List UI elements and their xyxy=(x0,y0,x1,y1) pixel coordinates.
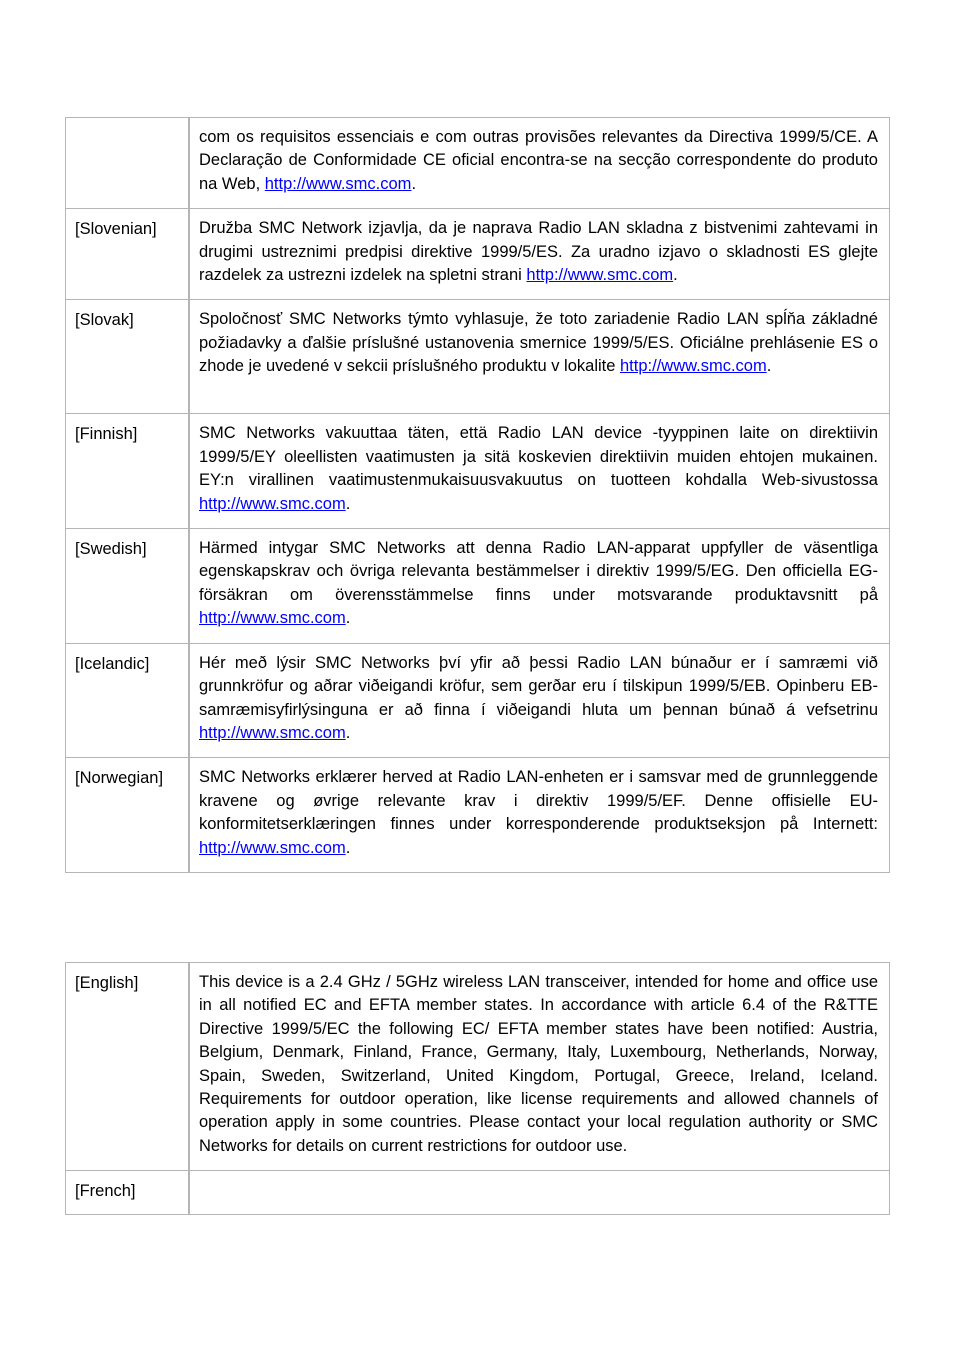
declaration-suffix: . xyxy=(345,609,351,628)
smc-website-link[interactable]: http://www.smc.com xyxy=(199,723,346,742)
language-cell: [Norwegian] xyxy=(66,758,190,872)
smc-website-link[interactable]: http://www.smc.com xyxy=(620,357,767,376)
declaration-cell xyxy=(190,644,889,759)
table-row xyxy=(66,529,889,644)
smc-website-link[interactable]: http://www.smc.com xyxy=(264,174,412,193)
declaration-text: com os requisitos essenciais e com outras provisões relevantes da Directiva 1999/5/CE. A Declaração de Conformidade CE oficial encontra-se na secção correspondente do produto na Web, xyxy=(199,128,878,193)
declaration-text: SMC Networks erklærer herved at Radio LAN-enheten er i samsvar med de grunnleggende kravene og øvrige relevante krav i direktiv 1999/5/EF. Denne offisielle EU-konformitetserklæringen finnes under korresponderende produktseksjon på Internett: xyxy=(199,768,878,834)
declaration-suffix: . xyxy=(345,838,351,857)
smc-website-link[interactable]: http://www.smc.com xyxy=(199,494,346,513)
declaration-text: Härmed intygar SMC Networks att denna Radio LAN-apparat uppfyller de väsentliga egenskapskrav och övriga relevanta bestämmelser i direktiv 1999/5/EG. Den officiella EG-försäkran om överensstämmelse finns under motsvarande produktavsnitt på xyxy=(199,539,878,604)
table-row xyxy=(66,209,889,300)
language-cell: [English] xyxy=(66,963,190,1171)
declaration-text: SMC Networks vakuuttaa täten, että Radio LAN device -tyyppinen laite on direktiivin 1999/5/EY oleellisten vaatimusten ja sitä koskevien direktiivin muiden ehtojen mukainen. EY:n virallinen vaatimustenmukaisuusvakuutus on tuotteen kohdalla Web-sivustossa xyxy=(199,424,878,490)
declaration-suffix: . xyxy=(345,723,351,742)
table-row xyxy=(66,300,889,414)
smc-website-link[interactable]: http://www.smc.com xyxy=(199,838,346,857)
language-cell: [French] xyxy=(66,1171,190,1214)
notice-cell: This device is a 2.4 GHz / 5GHz wireless LAN transceiver, intended for home and office use in all notified EC and EFTA member states. In accordance with article 6.4 of the R&TTE Directive 1999/5/EC the following EC/ EFTA member states have been notified: Austria, Belgium, Denmark, Finland, France, Germany, Italy, Luxembourg, Netherlands, Norway, Spain, Sweden, Switzerland, United Kingdom, Portugal, Greece, Ireland, Iceland. Requirements for outdoor operation, like license requirements and allowed channels of operation apply in some countries. Please contact your local regulation authority or SMC Networks for details on current restrictions for outdoor use. xyxy=(190,963,889,1171)
declaration-cell xyxy=(190,118,889,209)
declaration-suffix: . xyxy=(766,357,772,376)
table-row xyxy=(66,963,889,1171)
language-cell: [Icelandic] xyxy=(66,644,190,759)
language-cell: [Swedish] xyxy=(66,529,190,644)
notice-cell xyxy=(190,1171,889,1214)
declaration-cell xyxy=(190,529,889,644)
declaration-cell xyxy=(190,300,889,414)
smc-website-link[interactable]: http://www.smc.com xyxy=(526,266,674,285)
table-row xyxy=(66,644,889,759)
language-cell: [Slovenian] xyxy=(66,209,190,300)
declaration-text: Družba SMC Network izjavlja, da je naprava Radio LAN skladna z bistvenimi zahtevami in drugimi ustreznimi predpisi direktive 1999/5/ES. Za uradno izjavo o skladnosti ES glejte razdelek za ustrezni izdelek na spletni strani xyxy=(199,219,878,285)
table-row xyxy=(66,414,889,529)
declaration-suffix: . xyxy=(411,174,417,193)
declaration-suffix: . xyxy=(345,494,351,513)
smc-website-link[interactable]: http://www.smc.com xyxy=(199,609,346,628)
declaration-cell xyxy=(190,758,889,872)
declaration-text: Hér með lýsir SMC Networks því yfir að þessi Radio LAN búnaður er í samræmi við grunnkröfur og aðrar viðeigandi kröfur, sem gerðar eru í tilskipun 1999/5/EB. Opinberu EB-samræmisyfirlýsinguna er að finna í viðeigandi hluta um þennan búnað á vefsetrinu xyxy=(199,653,878,719)
declarations-table xyxy=(65,117,890,873)
declaration-cell xyxy=(190,209,889,300)
language-cell: [Slovak] xyxy=(66,300,190,414)
language-cell: [Finnish] xyxy=(66,414,190,529)
declaration-text: Spoločnosť SMC Networks týmto vyhlasuje, že toto zariadenie Radio LAN spĺňa základné požiadavky a ďalšie príslušné ustanovenia smernice 1999/5/ES. Oficiálne prehlásenie ES o zhode je uvedené v sekcii príslušného produktu v lokalite xyxy=(199,310,878,376)
table-row xyxy=(66,758,889,872)
table-row xyxy=(66,1171,889,1214)
table-row xyxy=(66,118,889,209)
outdoor-use-table xyxy=(65,962,890,1215)
declaration-suffix: . xyxy=(673,266,678,285)
declaration-cell xyxy=(190,414,889,529)
language-cell xyxy=(66,118,190,209)
